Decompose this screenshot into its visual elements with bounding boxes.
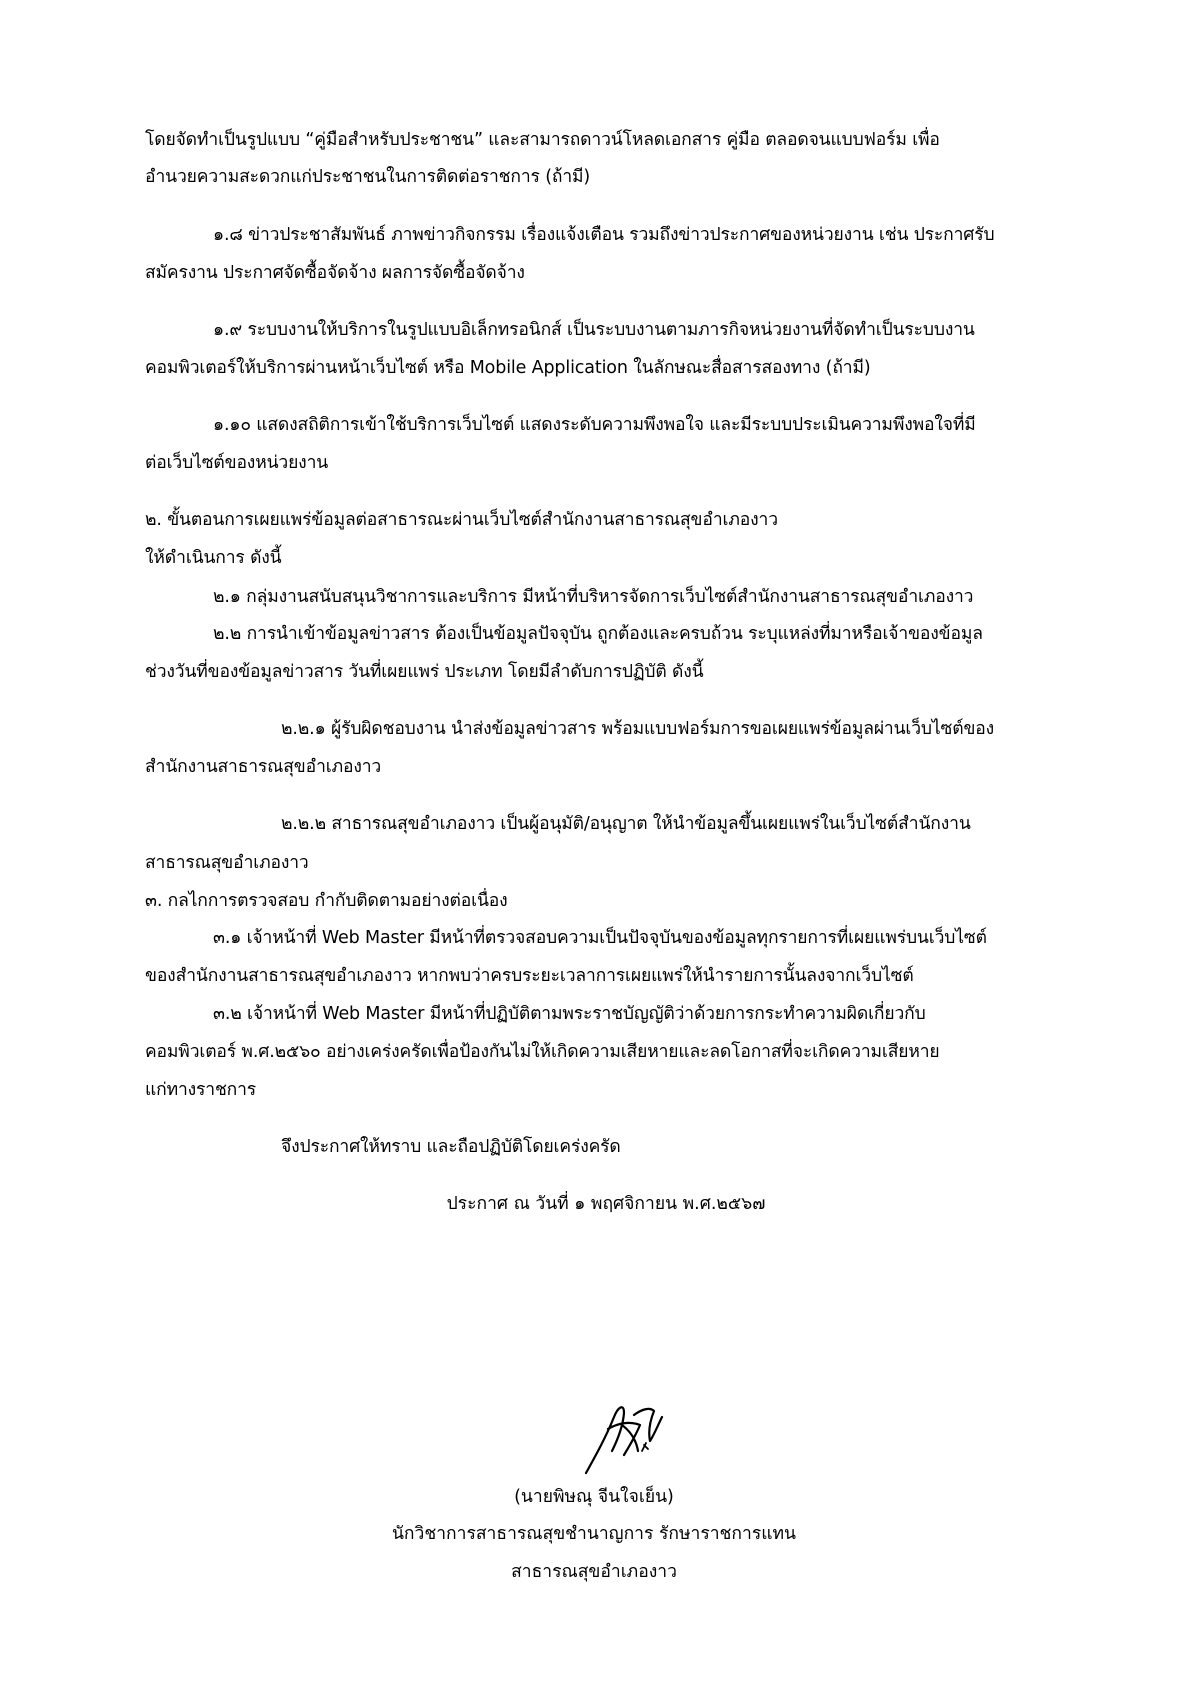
paragraph-line: ของสำนักงานสาธารณสุขอำเภองาว หากพบว่าครบระยะเวลาการเผยแพร่ให้นำรายการนั้นลงจากเว็บไซต์ (145, 966, 914, 986)
paragraph-line: ต่อเว็บไซต์ของหน่วยงาน (145, 453, 329, 473)
paragraph-line: ๑.๙ ระบบงานให้บริการในรูปแบบอิเล็กทรอนิกส์ เป็นระบบงานตามภารกิจหน่วยงานที่จัดทำเป็นระบบงาน (213, 320, 975, 340)
closing-announcement: จึงประกาศให้ทราบ และถือปฏิบัติโดยเคร่งครัด (281, 1137, 621, 1157)
paragraph-line: ให้ดำเนินการ ดังนี้ (145, 548, 282, 568)
signature-image (578, 1395, 688, 1480)
signer-office: สาธารณสุขอำเภองาว (511, 1562, 677, 1582)
paragraph-line: ๒.๑ กลุ่มงานสนับสนุนวิชาการและบริการ มีหน้าที่บริหารจัดการเว็บไซต์สำนักงานสาธารณสุขอำเภองาว (213, 587, 974, 607)
paragraph-line: คอมพิวเตอร์ พ.ศ.๒๕๖๐ อย่างเคร่งครัดเพื่อป้องกันไม่ให้เกิดความเสียหายและลดโอกาสที่จะเกิดความเสียหาย (145, 1042, 940, 1062)
section-heading: ๓. กลไกการตรวจสอบ กำกับติดตามอย่างต่อเนื่อง (145, 891, 508, 911)
paragraph-line: สมัครงาน ประกาศจัดซื้อจัดจ้าง ผลการจัดซื้อจัดจ้าง (145, 263, 525, 283)
announcement-date: ประกาศ ณ วันที่ ๑ พฤศจิกายน พ.ศ.๒๕๖๗ (446, 1194, 766, 1214)
paragraph-line: ๒.๒ การนำเข้าข้อมูลข่าวสาร ต้องเป็นข้อมูลปัจจุบัน ถูกต้องและครบถ้วน ระบุแหล่งที่มาหรือเจ้าของข้อมูล (213, 624, 983, 644)
paragraph-line: คอมพิวเตอร์ให้บริการผ่านหน้าเว็บไซต์ หรือ Mobile Application ในลักษณะสื่อสารสองทาง (ถ้ามี) (145, 358, 871, 378)
paragraph-line: ๓.๒ เจ้าหน้าที่ Web Master มีหน้าที่ปฏิบัติตามพระราชบัญญัติว่าด้วยการกระทำความผิดเกี่ยวกับ (213, 1004, 926, 1024)
paragraph-line: ๒.๒.๑ ผู้รับผิดชอบงาน นำส่งข้อมูลข่าวสาร พร้อมแบบฟอร์มการขอเผยแพร่ข้อมูลผ่านเว็บไซต์ของ (281, 719, 995, 739)
paragraph-line: ๑.๑๐ แสดงสถิติการเข้าใช้บริการเว็บไซต์ แสดงระดับความพึงพอใจ และมีระบบประเมินความพึงพอใจที่มี (213, 415, 976, 435)
paragraph-line: แก่ทางราชการ (145, 1080, 257, 1100)
paragraph-line: ๒.๒.๒ สาธารณสุขอำเภองาว เป็นผู้อนุมัติ/อนุญาต ให้นำข้อมูลขึ้นเผยแพร่ในเว็บไซต์สำนักงาน (281, 814, 971, 834)
paragraph-line: โดยจัดทำเป็นรูปแบบ “คู่มือสำหรับประชาชน” และสามารถดาวน์โหลดเอกสาร คู่มือ ตลอดจนแบบฟอร์ม เพื่อ (145, 130, 940, 150)
paragraph-line: สำนักงานสาธารณสุขอำเภองาว (145, 757, 382, 777)
signer-position: นักวิชาการสาธารณสุขชำนาญการ รักษาราชการแทน (391, 1524, 797, 1544)
section-heading: ๒. ขั้นตอนการเผยแพร่ข้อมูลต่อสาธารณะผ่านเว็บไซต์สำนักงานสาธารณสุขอำเภองาว (145, 510, 778, 530)
paragraph-line: ช่วงวันที่ของข้อมูลข่าวสาร วันที่เผยแพร่ ประเภท โดยมีลำดับการปฏิบัติ ดังนี้ (145, 662, 704, 682)
paragraph-line: สาธารณสุขอำเภองาว (145, 853, 309, 873)
paragraph-line: ๑.๘ ข่าวประชาสัมพันธ์ ภาพข่าวกิจกรรม เรื่องแจ้งเตือน รวมถึงข่าวประกาศของหน่วยงาน เช่น ประกาศรับ (213, 225, 995, 245)
signer-name: (นายพิษณุ จีนใจเย็น) (514, 1487, 674, 1507)
paragraph-line: อำนวยความสะดวกแก่ประชาชนในการติดต่อราชการ (ถ้ามี) (145, 167, 591, 187)
paragraph-line: ๓.๑ เจ้าหน้าที่ Web Master มีหน้าที่ตรวจสอบความเป็นปัจจุบันของข้อมูลทุกรายการที่เผยแพร่บนเว็บไซต์ (213, 928, 987, 948)
